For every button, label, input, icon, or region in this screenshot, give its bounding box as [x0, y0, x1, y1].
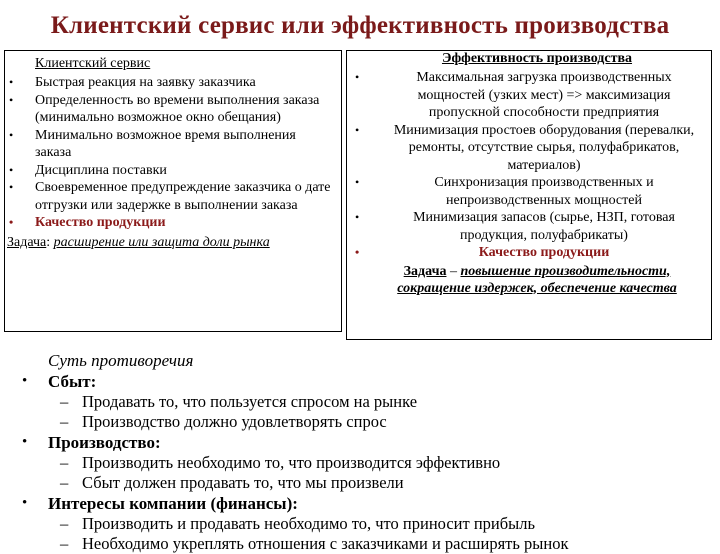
list-item: • Определенность во времени выполнения заказа (минимально возможное окно обещания)	[9, 92, 320, 125]
sub-item: – Продавать то, что пользуется спросом на рынке	[60, 392, 418, 411]
slide-title: Клиентский сервис или эффективность производства	[50, 12, 670, 39]
production-efficiency-list	[347, 69, 711, 262]
bullet-icon: •	[22, 495, 28, 511]
client-service-list	[5, 74, 341, 232]
list-item: • Дисциплина поставки	[9, 162, 167, 178]
bullet-icon: •	[22, 434, 28, 450]
list-item-highlight: • Качество продукции	[355, 245, 610, 260]
sub-item: – Производить необходимо то, что производится эффективно	[60, 453, 501, 472]
bullet-icon: •	[355, 210, 360, 224]
list-item: • Минимизация простоев оборудования (перевалки, ремонты, отсутствие сырья, полуфабрикатов, материалов)	[355, 122, 695, 173]
section-title: • Сбыт:	[22, 372, 97, 391]
list-item: • Синхронизация производственных и непроизводственных мощностей	[355, 175, 654, 208]
dash-icon: –	[60, 412, 69, 431]
bullet-icon: •	[9, 180, 14, 194]
bullet-icon: •	[355, 70, 360, 84]
production-efficiency-heading: Эффективность производства	[441, 51, 633, 66]
client-service-heading: Клиентский сервис	[35, 56, 151, 71]
section-title: • Интересы компании (финансы):	[22, 494, 298, 513]
list-item: • Минимизация запасов (сырье, НЗП, готовая продукция, полуфабрикаты)	[355, 210, 675, 243]
bullet-icon: •	[355, 245, 360, 259]
contradiction-heading: Суть противоречия	[48, 351, 194, 370]
production-efficiency-task: Задача – повышение производительности, сокращение издержек, обеспечение качества	[397, 263, 677, 296]
bullet-icon: •	[9, 92, 14, 107]
dash-icon: –	[60, 453, 69, 472]
list-item-highlight: • Качество продукции	[9, 215, 166, 230]
client-service-task: Задача: расширение или защита доли рынка	[7, 234, 270, 250]
bullet-icon: •	[355, 122, 360, 137]
bullet-icon: •	[9, 162, 14, 177]
client-service-box	[4, 50, 342, 332]
sub-item: – Сбыт должен продавать то, что мы произвели	[60, 473, 404, 492]
list-item: • Своевременное предупреждение заказчика о дате отгрузки или задержке в выполнении заказа	[9, 180, 331, 213]
bullet-icon: •	[9, 127, 14, 142]
section-title: • Производство:	[22, 433, 161, 452]
list-item: • Быстрая реакция на заявку заказчика	[9, 75, 256, 90]
bullet-icon: •	[9, 215, 14, 229]
dash-icon: –	[60, 534, 69, 553]
sub-item: – Производство должно удовлетворять спрос	[60, 412, 387, 431]
sub-item: – Необходимо укреплять отношения с заказчиками и расширять рынок	[60, 534, 569, 553]
list-item: • Минимально возможное время выполнения заказа	[9, 127, 296, 160]
dash-icon: –	[60, 514, 69, 533]
contradiction-section	[0, 350, 720, 554]
sub-item: – Производить и продавать необходимо то, что приносит прибыль	[60, 514, 535, 533]
bullet-icon: •	[355, 175, 360, 189]
list-item: • Максимальная загрузка производственных мощностей (узких мест) => максимизация пропускной способности предприятия	[355, 70, 672, 120]
bullet-icon: •	[9, 75, 14, 89]
dash-icon: –	[60, 392, 69, 411]
dash-icon: –	[60, 473, 69, 492]
production-efficiency-box	[346, 50, 712, 340]
bullet-icon: •	[22, 373, 28, 389]
